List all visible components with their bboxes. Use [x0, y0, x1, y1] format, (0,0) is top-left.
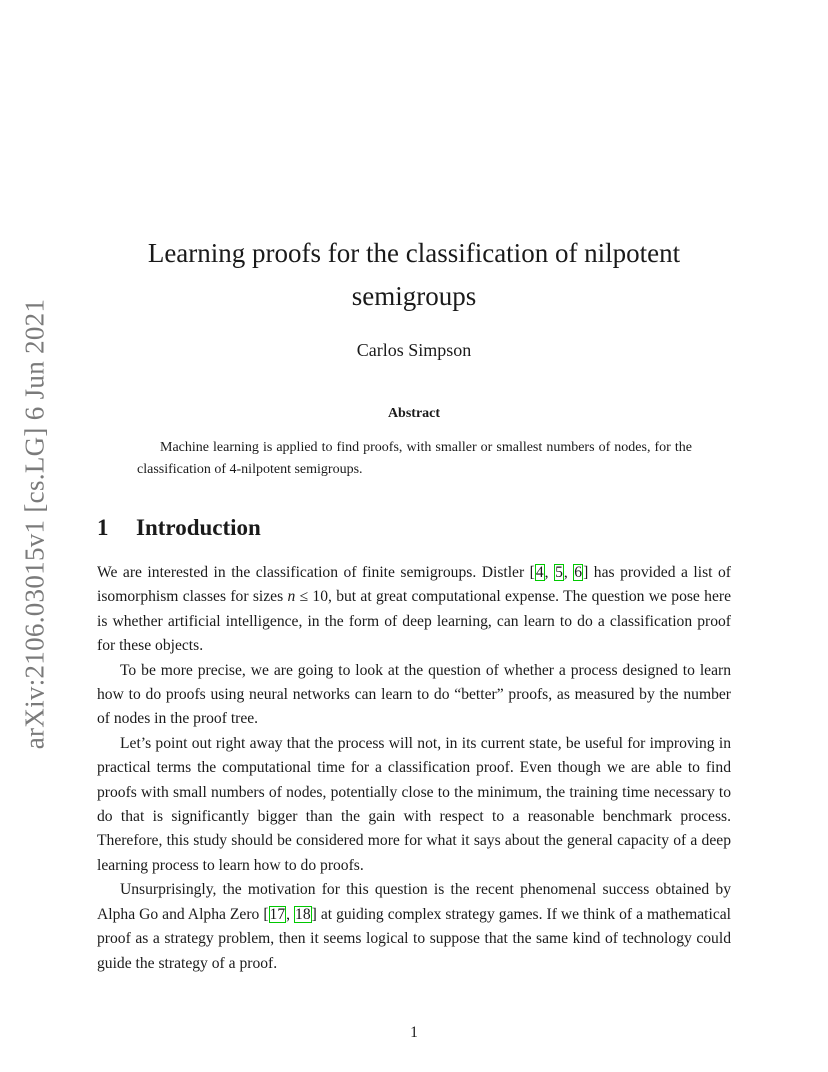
- paragraph-1-text-a: We are interested in the classification of finite semigroups. Distler [: [97, 564, 535, 581]
- abstract-text: Machine learning is applied to find proofs, with smaller or smallest numbers of nodes, for the classification of 4-nilpotent semigroups.: [137, 440, 692, 477]
- paper-title-line-2: semigroups: [351, 281, 477, 311]
- paragraph-4-text-b: ] at guiding complex strategy games. If we think of a mathematical proof as a strategy problem, then it seems logical to suppose that the same kind of technology could guide the strategy of a proof.: [97, 905, 732, 972]
- paragraph-4-text-a: Unsurprisingly, the motivation for this question is the recent phenomenal success obtained by Alpha Go and Alpha Zero [: [97, 881, 731, 923]
- page-number: 1: [410, 1024, 418, 1041]
- paragraph-3: Let’s point out right away that the process will not, in its current state, be useful for improving in practical terms the computational time for a classification proof. Even though we are able to find proofs with small numbers of nodes, potentially close to the minimum, the training time necessary to do that is significantly bigger than the gain with respect to a reasonable benchmark process. Therefore, this study should be considered more for what it says about the general capacity of a deep learning process to learn how to do proofs.: [97, 734, 731, 874]
- paragraph-1-text-c: ≤ 10, but at great computational expense. The question we pose here is whether artificial intelligence, in the form of deep learning, can learn to do a classification proof for these objects.: [97, 588, 731, 655]
- arxiv-identifier-stamp: arXiv:2106.03015v1 [cs.LG] 6 Jun 2021: [19, 298, 50, 750]
- abstract-heading: Abstract: [387, 406, 441, 421]
- author-name: Carlos Simpson: [356, 340, 472, 360]
- paragraph-1: [97, 561, 731, 659]
- paragraph-1-text-b: ] has provided a list of isomorphism classes for sizes: [97, 564, 731, 606]
- paragraph-4: [97, 878, 731, 976]
- section-title: Introduction: [136, 515, 261, 540]
- paper-title-line-1: Learning proofs for the classification of nilpotent: [147, 238, 681, 268]
- citation-link-4[interactable]: 4: [535, 564, 544, 581]
- section-number: 1: [97, 515, 109, 540]
- paper-title: [0, 232, 828, 318]
- citation-link-17[interactable]: 17: [269, 905, 286, 923]
- body-text: [97, 561, 731, 976]
- citation-separator: ,: [563, 564, 574, 581]
- citation-link-18[interactable]: 18: [295, 905, 311, 923]
- citation-separator: ,: [286, 905, 295, 923]
- citation-separator: ,: [544, 564, 555, 581]
- section-heading: [97, 515, 261, 541]
- paragraph-2: To be more precise, we are going to look at the question of whether a process designed to learn how to do proofs using neural networks can learn to do “better” proofs, as measured by the number of nodes in the proof tree.: [97, 661, 731, 728]
- citation-link-5[interactable]: 5: [555, 564, 563, 581]
- math-variable-n: n: [287, 588, 296, 606]
- citation-link-6[interactable]: 6: [574, 564, 583, 581]
